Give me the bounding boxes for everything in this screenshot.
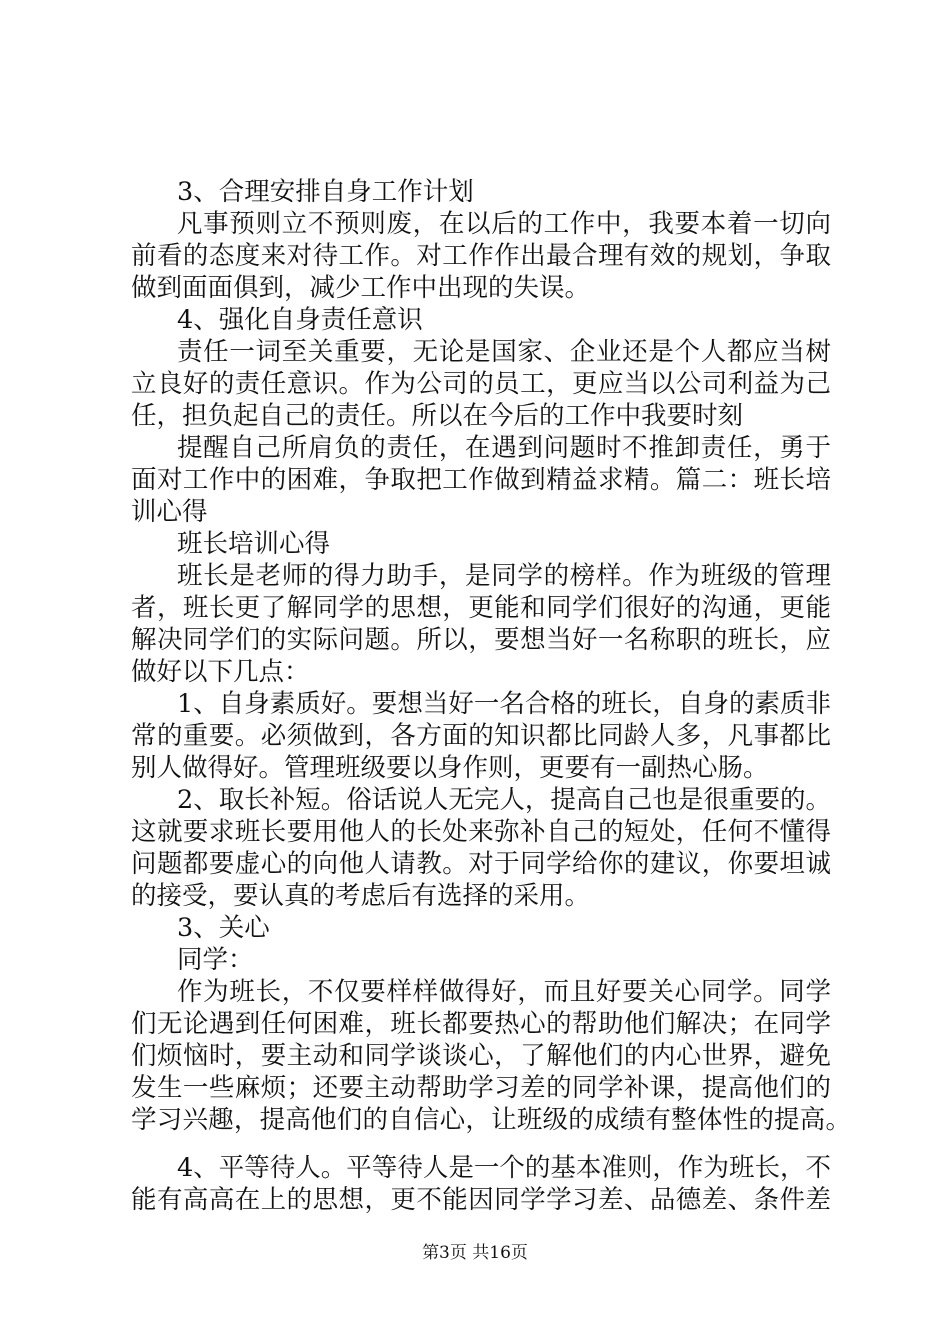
paragraph-line: 做好以下几点： bbox=[131, 657, 310, 687]
paragraph-line: 发生一些麻烦；还要主动帮助学习差的同学补课，提高他们的 bbox=[131, 1073, 831, 1103]
paragraph-line: 提醒自己所肩负的责任，在遇到问题时不推卸责任，勇于 bbox=[177, 433, 831, 463]
paragraph-line: 们烦恼时，要主动和同学谈谈心，了解他们的内心世界，避免 bbox=[131, 1041, 831, 1071]
paragraph-line: 责任一词至关重要，无论是国家、企业还是个人都应当树 bbox=[177, 337, 831, 367]
paragraph-line: 班长是老师的得力助手，是同学的榜样。作为班级的管理 bbox=[177, 561, 831, 591]
paragraph-line: 们无论遇到任何困难，班长都要热心的帮助他们解决；在同学 bbox=[131, 1009, 831, 1039]
paragraph-line: 常的重要。必须做到，各方面的知识都比同龄人多，凡事都比 bbox=[131, 721, 831, 751]
paragraph-line: 能有高高在上的思想，更不能因同学学习差、品德差、条件差 bbox=[131, 1185, 831, 1215]
paragraph-line: 1、自身素质好。要想当好一名合格的班长，自身的素质非 bbox=[177, 689, 831, 719]
paragraph-line: 3、关心 bbox=[177, 913, 270, 943]
section-heading: 3、合理安排自身工作计划 bbox=[177, 177, 474, 207]
paragraph-line: 训心得 bbox=[131, 497, 208, 527]
paragraph-line: 别人做得好。管理班级要以身作则，更要有一副热心肠。 bbox=[131, 753, 769, 783]
paragraph-line: 2、取长补短。俗话说人无完人，提高自己也是很重要的。 bbox=[177, 785, 831, 815]
paragraph-line: 问题都要虚心的向他人请教。对于同学给你的建议，你要坦诚 bbox=[131, 849, 831, 879]
paragraph-line: 立良好的责任意识。作为公司的员工，更应当以公司利益为己 bbox=[131, 369, 831, 399]
paragraph-line: 的接受，要认真的考虑后有选择的采用。 bbox=[131, 881, 591, 911]
article-title: 班长培训心得 bbox=[177, 529, 331, 559]
paragraph-line: 学习兴趣，提高他们的自信心，让班级的成绩有整体性的提高。 bbox=[131, 1105, 851, 1135]
paragraph-line: 作为班长，不仅要样样做得好，而且好要关心同学。同学 bbox=[177, 977, 831, 1007]
section-heading: 4、强化自身责任意识 bbox=[177, 305, 423, 335]
paragraph-line: 任，担负起自己的责任。所以在今后的工作中我要时刻 bbox=[131, 401, 744, 431]
paragraph-line: 同学： bbox=[177, 945, 254, 975]
page-number: 第3页 共16页 bbox=[422, 1243, 528, 1263]
paragraph-line: 凡事预则立不预则废，在以后的工作中，我要本着一切向 bbox=[177, 209, 831, 239]
paragraph-line: 解决同学们的实际问题。所以，要想当好一名称职的班长，应 bbox=[131, 625, 831, 655]
paragraph-line: 者，班长更了解同学的思想，更能和同学们很好的沟通，更能 bbox=[131, 593, 831, 623]
paragraph-line: 做到面面俱到，减少工作中出现的失误。 bbox=[131, 273, 591, 303]
paragraph-line: 4、平等待人。平等待人是一个的基本准则，作为班长，不 bbox=[177, 1153, 831, 1183]
paragraph-line: 前看的态度来对待工作。对工作作出最合理有效的规划，争取 bbox=[131, 241, 831, 271]
paragraph-line: 面对工作中的困难，争取把工作做到精益求精。篇二：班长培 bbox=[131, 465, 831, 495]
paragraph-line: 这就要求班长要用他人的长处来弥补自己的短处，任何不懂得 bbox=[131, 817, 831, 847]
